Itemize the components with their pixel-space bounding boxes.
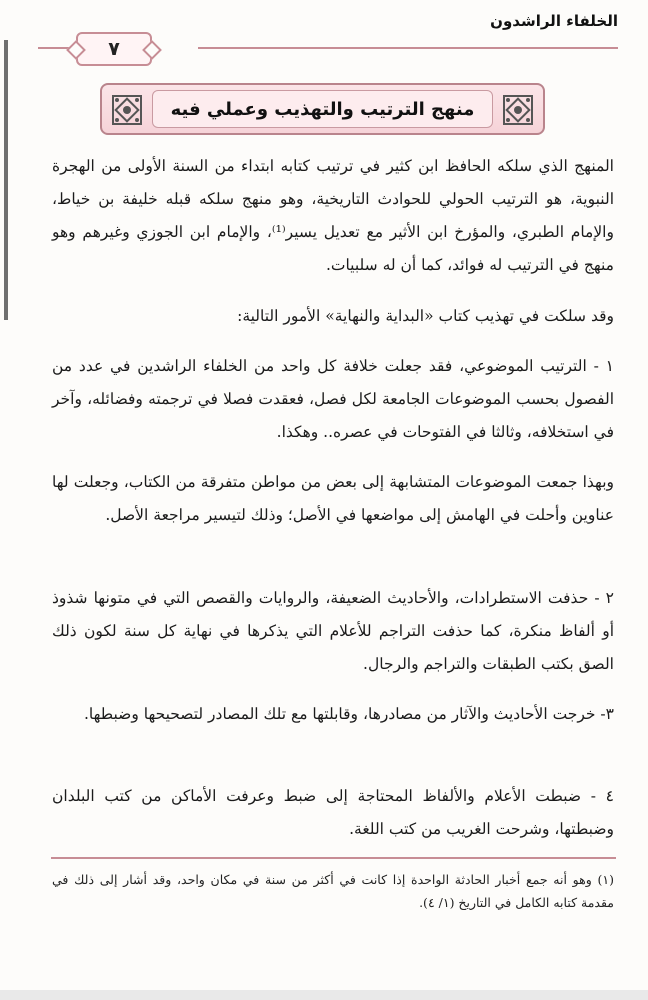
chapter-heading-box xyxy=(100,83,545,135)
ornament-icon xyxy=(501,93,535,127)
chapter-title-frame xyxy=(152,90,493,128)
paragraph-item-1: ١ - الترتيب الموضوعي، فقد جعلت خلافة كل واحد من الخلفاء الراشدين في عدد من الفصول بحسب الموضوعات الجامعة لكل فصل، فعقدت فصلا في ترجمته وفضائله، وآخر في استخلافه، وثالثا في الفتوحات في عصره.. وهكذا. xyxy=(52,357,614,441)
header-rule-right xyxy=(198,47,618,49)
paragraph-item-2: ٢ - حذفت الاستطرادات، والأحاديث الضعيفة، والروايات والقصص التي في متونها شذوذ أو ألفاظ منكرة، كما حذفت التراجم للأعلام التي يذكرها في نهاية كل سنة لكون ذلك الصق بكتب الطبقات والتراجم والرجال. xyxy=(52,589,614,673)
ornament-icon xyxy=(110,93,144,127)
book-spine-shadow xyxy=(4,40,8,320)
paragraph-item-3: ٣- خرجت الأحاديث والآثار من مصادرها، وقابلتها مع تلك المصادر لتصحيحها وضبطها. xyxy=(83,705,614,723)
paragraph-item-1-cont: وبهذا جمعت الموضوعات المتشابهة إلى بعض من مواطن متفرقة من الكتاب، وجعلت لها عناوين وأحلت في الهامش إلى مواضعها في الأصل؛ وذلك لتيسير مراجعة الأصل. xyxy=(52,473,614,524)
chapter-title: منهج الترتيب والتهذيب وعملي فيه xyxy=(170,98,475,120)
paragraph-method: المنهج الذي سلكه الحافظ ابن كثير في ترتيب كتابه ابتداء من السنة الأولى من الهجرة النبوية، هو الترتيب الحولي للحوادث التاريخية، وهو منهج سلكه قبله خليفة بن خياط، والإمام الطبري، والمؤرخ ابن الأثير مع تعديل يسير⁽¹⁾، والإمام ابن الجوزي وغيرهم وهو منهج في الترتيب له فوائد، كما أن له سلبيات. xyxy=(52,157,614,274)
paragraph-intro-list: وقد سلكت في تهذيب كتاب «البداية والنهاية» الأمور التالية: xyxy=(237,307,614,325)
paragraph-item-4: ٤ - ضبطت الأعلام والألفاظ المحتاجة إلى ضبط وعرفت الأماكن من كتب البلدان وضبطتها، وشرحت الغريب من كتب اللغة. xyxy=(52,787,614,838)
page-number: ٧ xyxy=(76,32,152,66)
running-header-title: الخلفاء الراشدون xyxy=(490,12,618,30)
footnote: (١) وهو أنه جمع أخبار الحادثة الواحدة إذا كانت في أكثر من سنة في مكان واحد، وقد أشار إلى ذلك في مقدمة كتابه الكامل في التاريخ (١/ ٤). xyxy=(52,872,614,910)
footnote-rule xyxy=(51,857,616,859)
page-bottom-band xyxy=(0,990,648,1000)
